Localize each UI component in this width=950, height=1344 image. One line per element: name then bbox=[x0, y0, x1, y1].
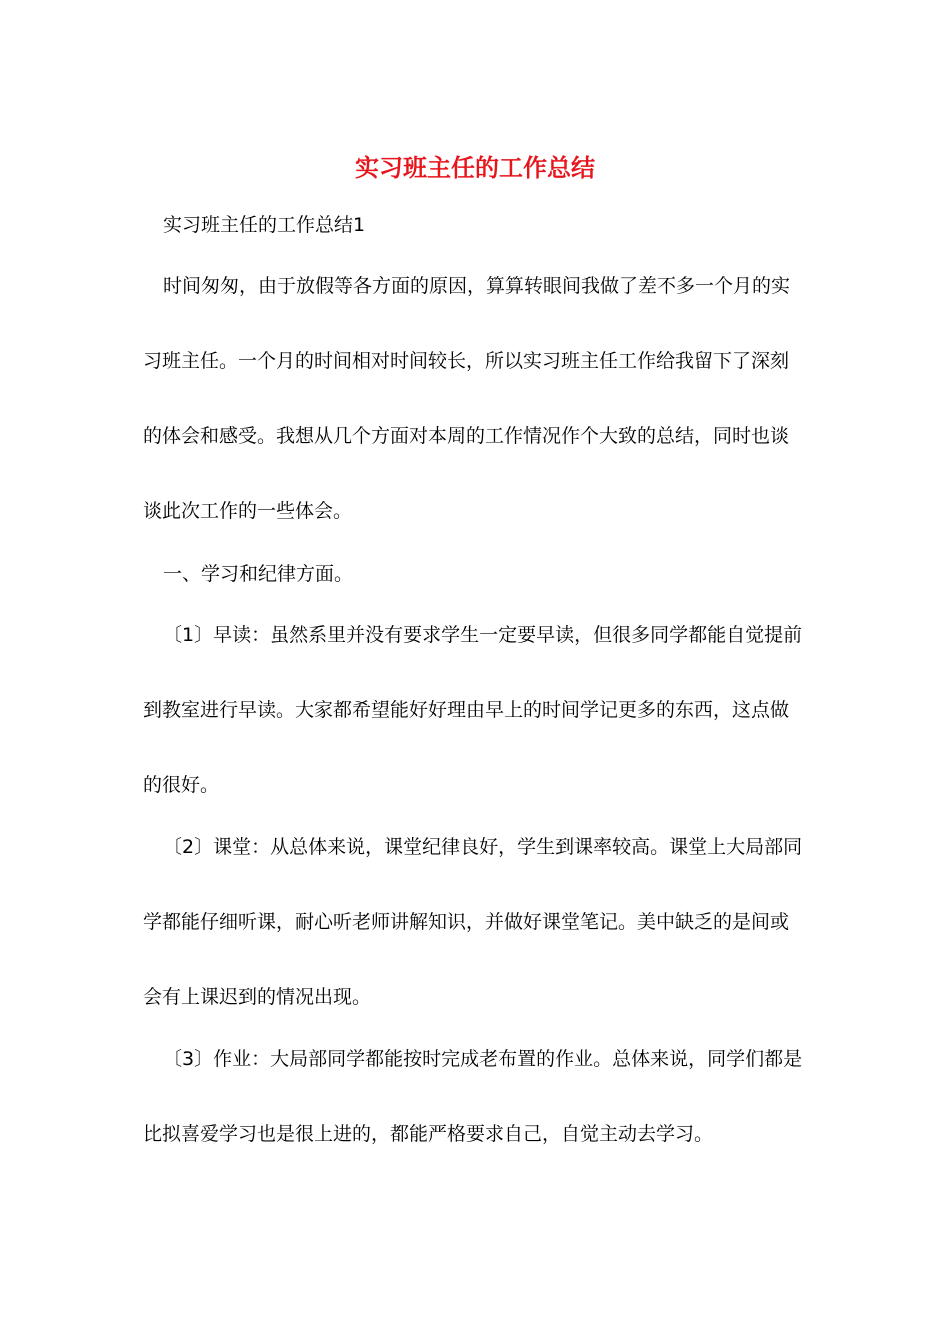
paragraph-line: 的体会和感受。我想从几个方面对本周的工作情况作个大致的总结，同时也谈 bbox=[143, 425, 790, 447]
paragraph-line: 的很好。 bbox=[143, 774, 220, 796]
paragraph-line: 〔1〕早读：虽然系里并没有要求学生一定要早读，但很多同学都能自觉提前 bbox=[163, 624, 803, 646]
paragraph-line: 比拟喜爱学习也是很上进的，都能严格要求自己，自觉主动去学习。 bbox=[143, 1123, 714, 1145]
paragraph-line: 〔2〕课堂：从总体来说，课堂纪律良好，学生到课率较高。课堂上大局部同 bbox=[163, 836, 803, 858]
section-heading: 一、学习和纪律方面。 bbox=[163, 563, 354, 585]
paragraph-line: 到教室进行早读。大家都希望能好好理由早上的时间学记更多的东西，这点做 bbox=[143, 699, 790, 721]
paragraph-line: 〔3〕作业：大局部同学都能按时完成老布置的作业。总体来说，同学们都是 bbox=[163, 1048, 803, 1070]
paragraph-line: 学都能仔细听课，耐心听老师讲解知识，并做好课堂笔记。美中缺乏的是间或 bbox=[143, 911, 790, 933]
paragraph-line: 时间匆匆，由于放假等各方面的原因，算算转眼间我做了差不多一个月的实 bbox=[163, 275, 791, 297]
section-heading: 实习班主任的工作总结1 bbox=[163, 214, 366, 236]
document-title: 实习班主任的工作总结 bbox=[355, 153, 595, 182]
paragraph-line: 会有上课迟到的情况出现。 bbox=[143, 986, 372, 1008]
paragraph-line: 谈此次工作的一些体会。 bbox=[143, 500, 353, 522]
paragraph-line: 习班主任。一个月的时间相对时间较长，所以实习班主任工作给我留下了深刻 bbox=[143, 350, 790, 372]
